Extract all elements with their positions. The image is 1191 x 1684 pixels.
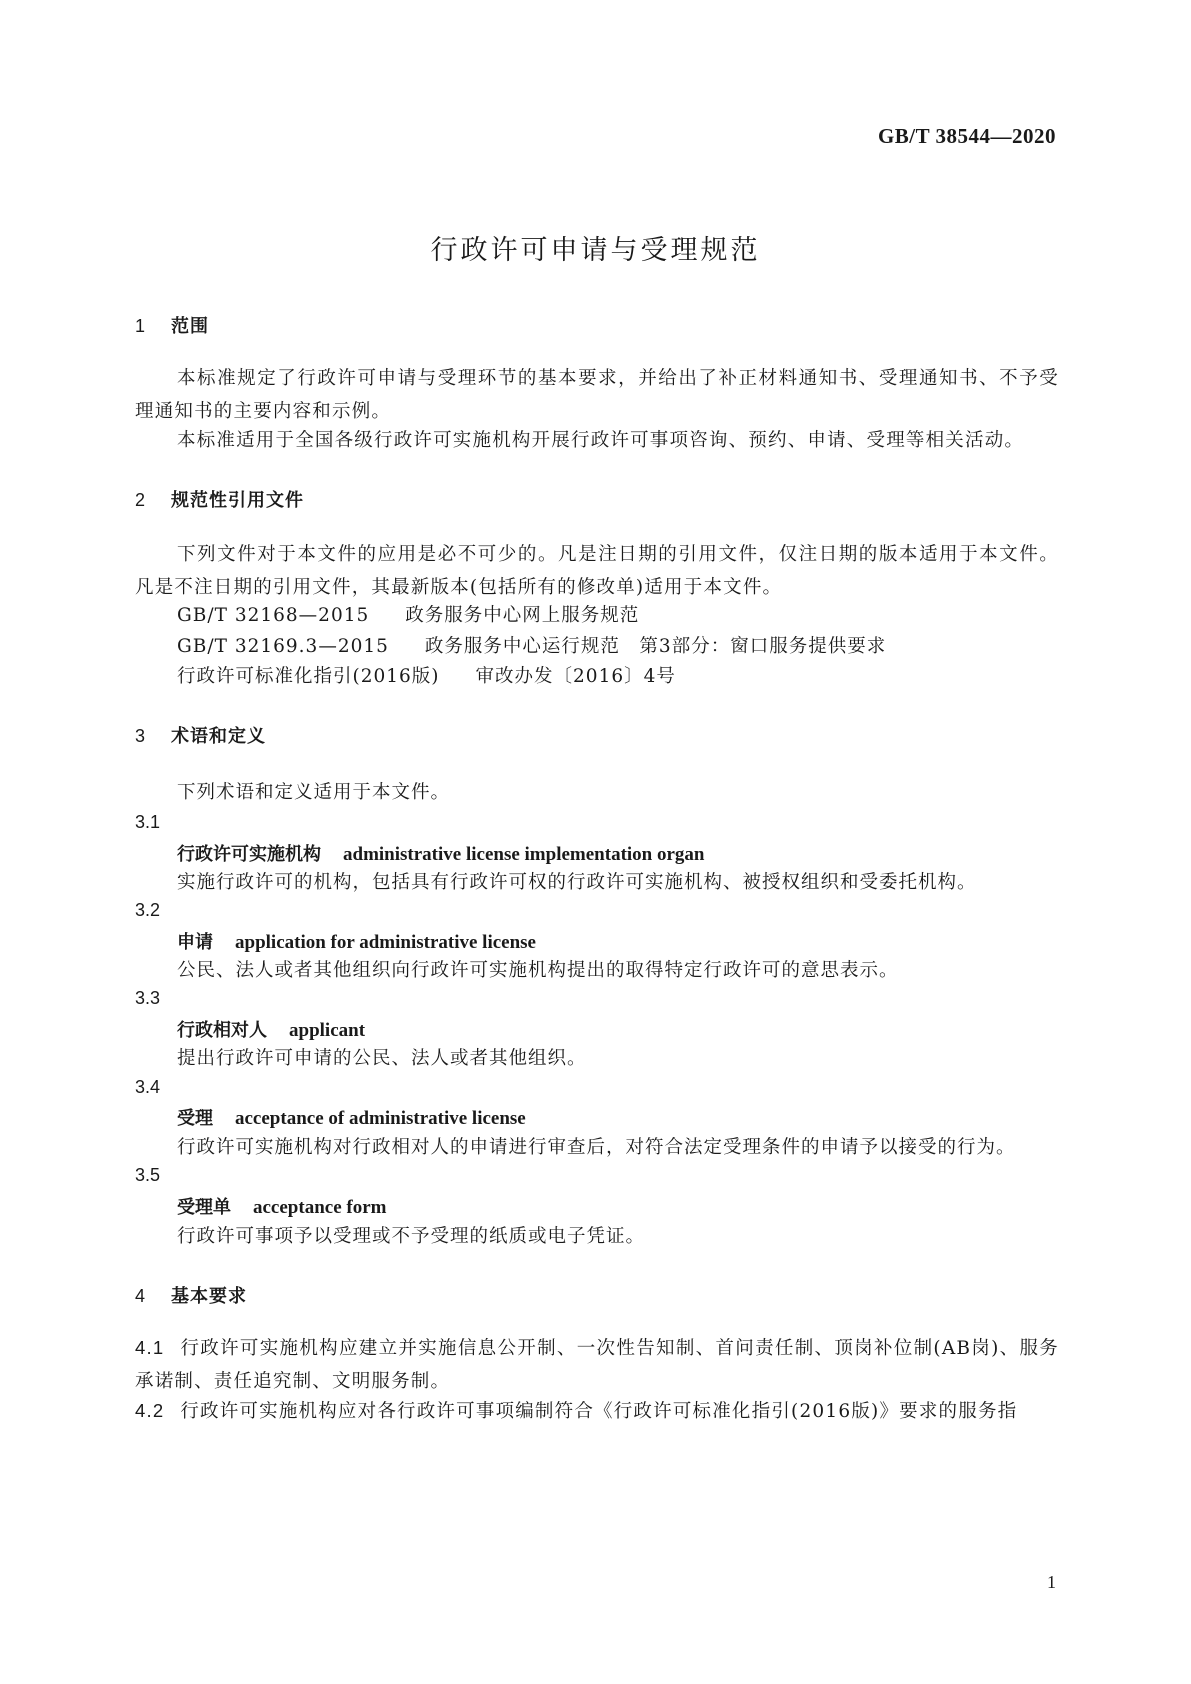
document-title: 行政许可申请与受理规范 [430, 235, 761, 266]
paragraph: 本标准适用于全国各级行政许可实施机构开展行政许可事项咨询、预约、申请、受理等相关活动。 [177, 430, 1025, 451]
section-title: 规范性引用文件 [171, 490, 304, 511]
term-definition: 提出行政许可申请的公民、法人或者其他组织。 [177, 1048, 587, 1069]
section-number: 3 [135, 726, 147, 746]
section-title: 术语和定义 [171, 726, 266, 747]
clause-text: 行政许可实施机构应对各行政许可事项编制符合《行政许可标准化指引(2016版)》要求的服务指 [180, 1401, 1018, 1422]
section-3-heading [135, 722, 266, 748]
section-number: 1 [135, 316, 147, 336]
term-zh: 申请 [177, 932, 213, 953]
term-name [177, 840, 705, 866]
term-en: acceptance of administrative license [235, 1108, 526, 1129]
term-en: acceptance form [253, 1197, 387, 1218]
term-number: 3.2 [135, 900, 161, 920]
section-number: 4 [135, 1286, 147, 1306]
section-title: 基本要求 [171, 1286, 247, 1307]
term-name [177, 1104, 526, 1130]
term-definition: 行政许可事项予以受理或不予受理的纸质或电子凭证。 [177, 1226, 646, 1247]
paragraph: 下列文件对于本文件的应用是必不可少的。凡是注日期的引用文件，仅注日期的版本适用于本文件。凡是不注日期的引用文件，其最新版本(包括所有的修改单)适用于本文件。 [135, 544, 1059, 598]
reference-code: GB/T 32169.3—2015 [177, 636, 389, 657]
standard-code: GB/T 38544—2020 [877, 124, 1056, 148]
section-4-heading [135, 1282, 247, 1308]
term-number: 3.4 [135, 1077, 161, 1097]
term-definition: 行政许可实施机构对行政相对人的申请进行审查后，对符合法定受理条件的申请予以接受的行为。 [177, 1137, 1016, 1158]
term-number: 3.3 [135, 988, 161, 1008]
term-zh: 行政相对人 [177, 1020, 267, 1041]
term-zh: 受理单 [177, 1197, 231, 1218]
clause-text: 行政许可实施机构应建立并实施信息公开制、一次性告知制、首问责任制、顶岗补位制(AB岗)、服务承诺制、责任追究制、文明服务制。 [135, 1338, 1059, 1392]
reference-item [177, 632, 886, 658]
reference-title: 政务服务中心运行规范 第3部分：窗口服务提供要求 [424, 636, 887, 657]
term-en: administrative license implementation organ [343, 844, 705, 865]
clause-number: 4.1 [135, 1337, 165, 1358]
clause [135, 1331, 1059, 1398]
term-name [177, 1193, 386, 1219]
term-name [177, 928, 536, 954]
term-name [177, 1016, 365, 1042]
reference-code: 行政许可标准化指引(2016版) [177, 666, 440, 687]
term-zh: 行政许可实施机构 [177, 844, 321, 865]
section-number: 2 [135, 490, 147, 510]
reference-title: 审改办发〔2016〕4号 [475, 666, 676, 687]
reference-item [177, 662, 676, 688]
term-definition: 公民、法人或者其他组织向行政许可实施机构提出的取得特定行政许可的意思表示。 [177, 960, 899, 981]
reference-title: 政务服务中心网上服务规范 [405, 605, 640, 626]
clause [135, 1394, 1059, 1428]
term-en: applicant [289, 1020, 366, 1041]
term-en: application for administrative license [235, 932, 536, 953]
paragraph: 下列术语和定义适用于本文件。 [177, 782, 451, 803]
section-2-heading [135, 486, 304, 512]
reference-code: GB/T 32168—2015 [177, 605, 370, 626]
term-number: 3.1 [135, 812, 161, 832]
reference-item [177, 601, 639, 627]
section-title: 范围 [171, 316, 209, 337]
section-1-heading [135, 312, 209, 338]
page-number: 1 [1047, 1572, 1056, 1592]
paragraph: 本标准规定了行政许可申请与受理环节的基本要求，并给出了补正材料通知书、受理通知书、不予受理通知书的主要内容和示例。 [135, 368, 1059, 422]
term-zh: 受理 [177, 1108, 213, 1129]
term-number: 3.5 [135, 1165, 161, 1185]
clause-number: 4.2 [135, 1400, 165, 1421]
term-definition: 实施行政许可的机构，包括具有行政许可权的行政许可实施机构、被授权组织和受委托机构。 [177, 872, 977, 893]
